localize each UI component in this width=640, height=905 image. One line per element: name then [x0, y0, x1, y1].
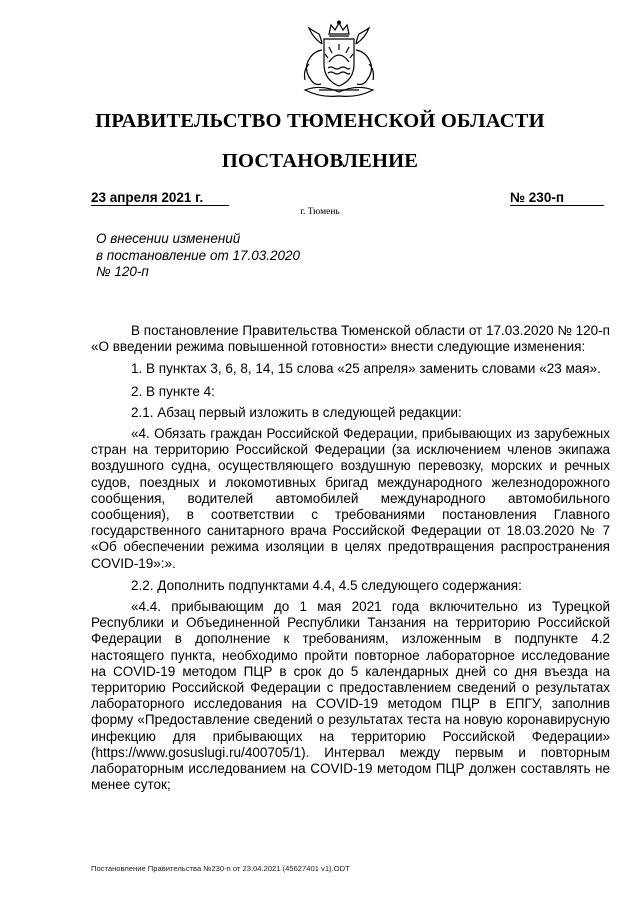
- body-paragraph: 2.2. Дополнить подпунктами 4.4, 4.5 следующего содержания:: [131, 577, 522, 593]
- city-label: г. Тюмень: [300, 207, 340, 217]
- body-paragraph: 2. В пункте 4:: [131, 383, 215, 399]
- subject-line: № 120-п: [96, 264, 149, 279]
- document-type-title: ПОСТАНОВЛЕНИЕ: [221, 150, 419, 172]
- coat-of-arms-icon: [291, 20, 387, 102]
- document-number: № 230-п: [510, 190, 604, 206]
- body-paragraph: В постановление Правительства Тюменской области от 17.03.2020 № 120-п «О введении режима повышенной готовности» внести следующие изменения:: [91, 323, 610, 355]
- subject-line: в постановление от 17.03.2020: [96, 247, 301, 263]
- subject-line: О внесении изменений: [96, 231, 241, 246]
- body-paragraph: 2.1. Абзац первый изложить в следующей редакции:: [131, 404, 462, 420]
- body-paragraph: «4.4. прибывающим до 1 мая 2021 года включительно из Турецкой Республики и Объединенной Республики Танзания на территорию Российской Федерации в дополнение к требованиям, изложенным в подпункте 4.2 настоящего пункта, необходимо пройти повторное лабораторное исследование на COVID-19 методом ПЦР в срок до 5 календарных дней со дня въезда на территорию Российской Федерации с предоставлением сведений о результатах лабораторного исследования на COVID-19 методом ПЦР в ЕПГУ, заполнив форму «Предоставление сведений о результатах теста на новую коронавирусную инфекцию для прибывающих на территорию Российской Федерации» (https://www.gosuslugi.ru/400705/1). Интервал между первым и повторным лабораторным исследованием на COVID-19 методом ПЦР должен составлять не менее суток;: [91, 599, 610, 793]
- body-paragraph: 1. В пунктах 3, 6, 8, 14, 15 слова «25 апреля» заменить словами «23 мая».: [131, 361, 601, 377]
- government-title: ПРАВИТЕЛЬСТВО ТЮМЕНСКОЙ ОБЛАСТИ: [95, 110, 545, 132]
- document-footer: Постановление Правительства №230-п от 23.04.2021 (45627401 v1).ODT: [91, 864, 350, 873]
- document-subject: [96, 231, 300, 281]
- document-date: 23 апреля 2021 г.: [91, 190, 229, 206]
- body-paragraph: «4. Обязать граждан Российской Федерации, прибывающих из зарубежных стран на территорию Российской Федерации (за исключением членов экипажа воздушного судна, осуществляющего воздушную перевозку, морских и речных судов, поездных и локомотивных бригад международного железнодорожного сообщения, водителей автомобилей международного автомобильного сообщения), в соответствии с требованиями постановления Главного государственного санитарного врача Российской Федерации от 18.03.2020 № 7 «Об обеспечении режима изоляции в целях предотвращения распространения COVID-19»:».: [91, 426, 610, 571]
- document-body: [91, 323, 610, 799]
